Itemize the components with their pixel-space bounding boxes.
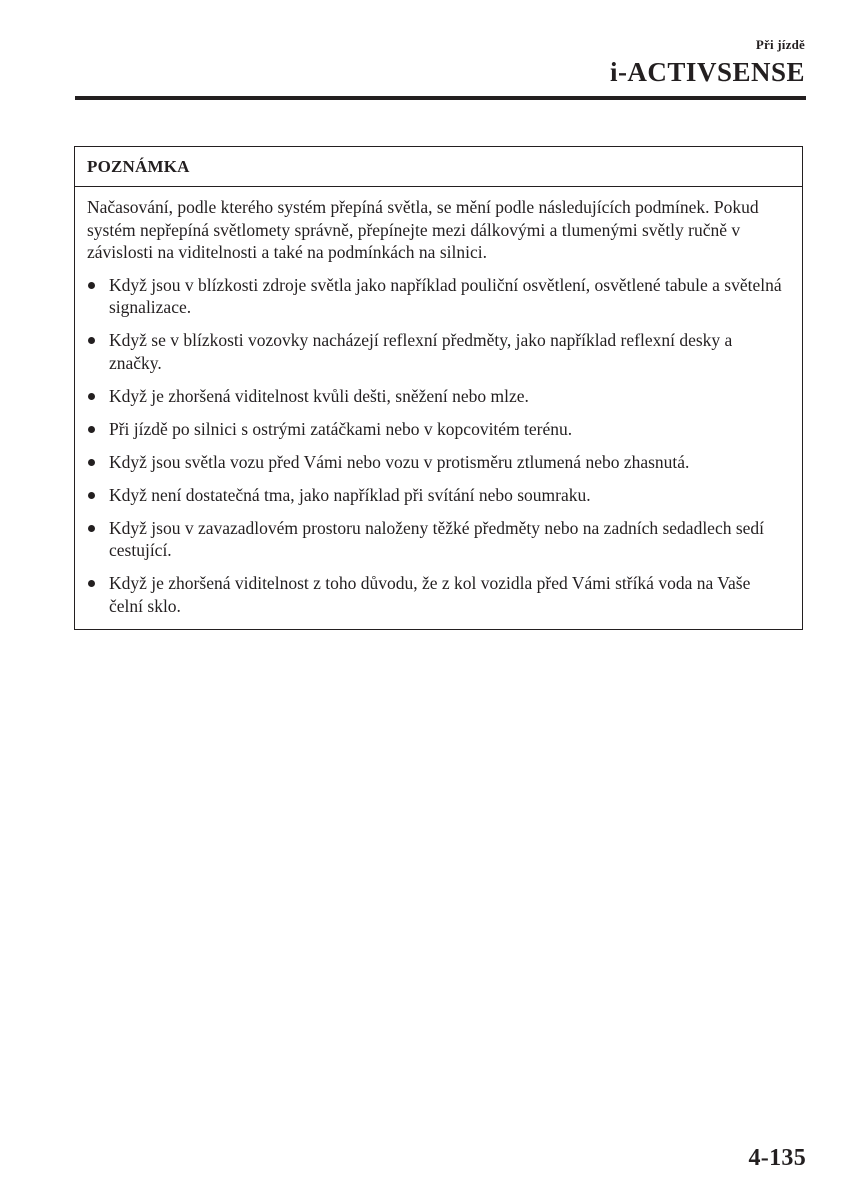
bullet-icon — [88, 337, 95, 344]
note-intro: Načasování, podle kterého systém přepíná světla, se mění podle následujících podmínek. Pokud systém nepřepíná světlomety správně, přepínejte mezi dálkovými a tlumenými světly ručně v závislosti na viditelnosti a také na podmínkách na silnici. — [87, 197, 759, 262]
list-item-text: Když jsou světla vozu před Vámi nebo vozu v protisměru ztlumená nebo zhasnutá. — [109, 451, 690, 472]
list-item-text: Když je zhoršená viditelnost z toho důvodu, že z kol vozidla před Vámi stříká voda na Vaše čelní sklo. — [109, 573, 751, 616]
list-item — [87, 517, 788, 562]
bullet-icon — [88, 459, 95, 466]
list-item-text: Když jsou v blízkosti zdroje světla jako například pouliční osvětlení, osvětlené tabule a světelná signalizace. — [109, 274, 782, 317]
list-item — [87, 451, 788, 474]
note-heading: POZNÁMKA — [75, 147, 802, 187]
bullet-icon — [88, 525, 95, 532]
note-body — [75, 187, 802, 629]
condition-list — [87, 274, 788, 618]
list-item-text: Když je zhoršená viditelnost kvůli dešti, sněžení nebo mlze. — [109, 385, 529, 406]
list-item — [87, 329, 788, 374]
list-item — [87, 572, 788, 617]
bullet-icon — [88, 492, 95, 499]
list-item-text: Když není dostatečná tma, jako například při svítání nebo soumraku. — [109, 484, 591, 505]
list-item-text: Když se v blízkosti vozovky nacházejí reflexní předměty, jako například reflexní desky a značky. — [109, 330, 733, 373]
list-item — [87, 385, 788, 408]
list-item — [87, 274, 788, 319]
list-item — [87, 418, 788, 441]
bullet-icon — [88, 580, 95, 587]
list-item-text: Když jsou v zavazadlovém prostoru naloženy těžké předměty nebo na zadních sedadlech sedí cestující. — [109, 517, 765, 560]
bullet-icon — [88, 282, 95, 289]
note-box — [74, 146, 803, 630]
page-number: 4-135 — [748, 1145, 806, 1171]
chapter-title: i-ACTIVSENSE — [609, 57, 805, 87]
list-item-text: Při jízdě po silnici s ostrými zatáčkami nebo v kopcovitém terénu. — [109, 418, 573, 439]
bullet-icon — [88, 393, 95, 400]
section-label: Při jízdě — [755, 37, 805, 52]
header-divider — [75, 96, 806, 100]
bullet-icon — [88, 426, 95, 433]
list-item — [87, 484, 788, 507]
